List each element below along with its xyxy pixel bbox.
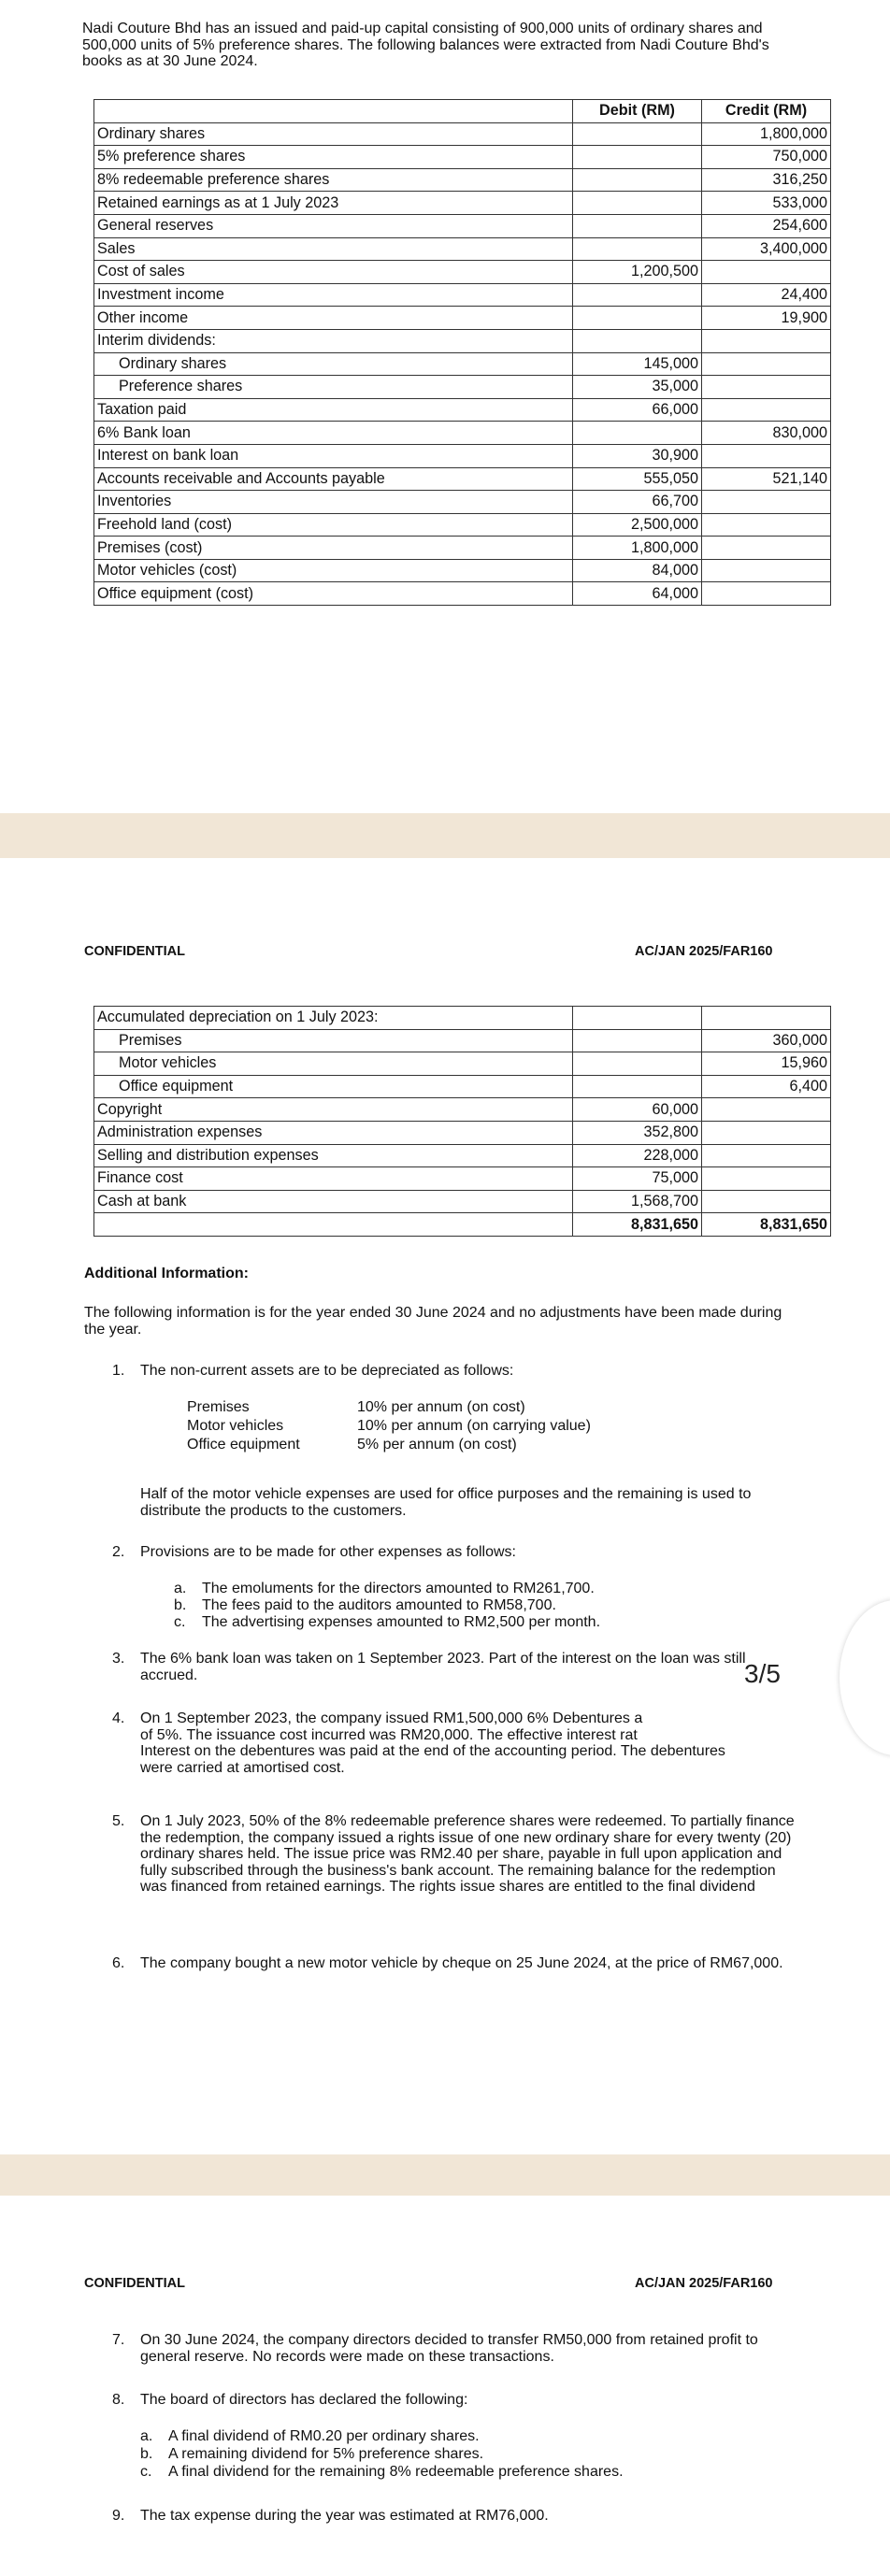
page-separator <box>0 2154 890 2196</box>
column-header: Debit (RM) <box>573 100 702 123</box>
debit-amount <box>573 214 702 237</box>
debit-amount: 66,000 <box>573 398 702 422</box>
additional-info-lead: The following information is for the year ended 30 June 2024 and no adjustments have been made during the year. <box>84 1305 782 1338</box>
item-number: 7. <box>112 2332 125 2348</box>
item-1 <box>112 1363 795 1381</box>
table-row <box>94 513 831 537</box>
depreciation-rates <box>187 1398 591 1454</box>
debit-amount <box>573 307 702 330</box>
account-name: 6% Bank loan <box>94 422 573 445</box>
credit-amount: 15,960 <box>702 1052 831 1076</box>
item-text: The non-current assets are to be depreciated as follows: <box>140 1363 514 1379</box>
item-text: The 6% bank loan was taken on 1 September 2023. Part of the interest on the loan was still accrued. <box>140 1651 746 1683</box>
debit-amount: 2,500,000 <box>573 513 702 537</box>
item-4-body <box>140 1710 795 1776</box>
item-9 <box>112 2508 795 2526</box>
debit-amount: 1,200,500 <box>573 261 702 284</box>
account-name: Interim dividends: <box>94 329 573 352</box>
debit-amount <box>573 146 702 169</box>
debit-amount: 66,700 <box>573 491 702 514</box>
item-2-subitems <box>174 1581 791 1631</box>
item-number: 6. <box>112 1955 125 1971</box>
account-name: Sales <box>94 237 573 261</box>
table-row <box>94 376 831 399</box>
item-text: Provisions are to be made for other expenses as follows: <box>140 1544 516 1560</box>
item-7 <box>112 2332 795 2369</box>
credit-amount <box>702 444 831 467</box>
table-row <box>94 237 831 261</box>
item-number: 4. <box>112 1710 125 1726</box>
sub-item-letter: a. <box>140 2428 153 2444</box>
item-text: The company bought a new motor vehicle by cheque on 25 June 2024, at the price of RM67,000. <box>140 1955 783 1971</box>
debit-amount <box>573 283 702 307</box>
page-3 <box>0 2196 890 2576</box>
credit-amount <box>702 491 831 514</box>
debit-amount <box>573 1052 702 1076</box>
item-2 <box>112 1544 795 1563</box>
credit-amount: 360,000 <box>702 1029 831 1052</box>
sub-item <box>140 2463 795 2481</box>
table-row <box>94 283 831 307</box>
debit-amount: 352,800 <box>573 1121 702 1144</box>
item-8 <box>112 2392 795 2411</box>
trial-balance-table <box>93 99 831 606</box>
table-row <box>94 1029 831 1052</box>
item-4 <box>112 1710 795 1782</box>
table-row <box>94 582 831 606</box>
page-2 <box>0 858 890 2154</box>
table-row <box>94 1190 831 1213</box>
account-name: Investment income <box>94 283 573 307</box>
sub-item-letter: b. <box>174 1597 187 1613</box>
account-name: Accounts receivable and Accounts payable <box>94 467 573 491</box>
asset-name: Motor vehicles <box>187 1418 284 1434</box>
table-row <box>94 1167 831 1191</box>
account-name: Cost of sales <box>94 261 573 284</box>
sub-item-letter: b. <box>140 2446 153 2462</box>
depreciation-rate: 10% per annum (on carrying value) <box>357 1418 591 1434</box>
account-name <box>94 1213 573 1237</box>
credit-amount: 6,400 <box>702 1075 831 1098</box>
debit-amount: 8,831,650 <box>573 1213 702 1237</box>
sub-item <box>174 1581 791 1597</box>
item-number: 9. <box>112 2508 125 2524</box>
item-number: 3. <box>112 1651 125 1667</box>
table-row <box>94 398 831 422</box>
item-4-line: On 1 September 2023, the company issued RM1,500,000 6% Debentures a <box>140 1710 643 1726</box>
depreciation-rate: 10% per annum (on cost) <box>357 1399 525 1415</box>
course-code: AC/JAN 2025/FAR160 <box>635 2276 773 2291</box>
sub-item-letter: c. <box>140 2464 152 2480</box>
credit-amount <box>702 513 831 537</box>
credit-amount: 24,400 <box>702 283 831 307</box>
column-header: Credit (RM) <box>702 100 831 123</box>
sub-item-text: A final dividend of RM0.20 per ordinary shares. <box>168 2428 480 2444</box>
credit-amount: 521,140 <box>702 467 831 491</box>
account-name: Office equipment (cost) <box>94 582 573 606</box>
debit-amount: 30,900 <box>573 444 702 467</box>
debit-amount <box>573 1007 702 1030</box>
credit-amount <box>702 1121 831 1144</box>
table-row <box>94 1144 831 1167</box>
table-row <box>94 214 831 237</box>
credit-amount <box>702 329 831 352</box>
account-name: 8% redeemable preference shares <box>94 168 573 192</box>
debit-amount: 75,000 <box>573 1167 702 1191</box>
table-row <box>94 146 831 169</box>
account-name: Taxation paid <box>94 398 573 422</box>
sub-item-text: A remaining dividend for 5% preference shares. <box>168 2446 484 2462</box>
table-row <box>94 467 831 491</box>
asset-name: Office equipment <box>187 1437 300 1453</box>
sub-item <box>140 2427 795 2445</box>
table-row <box>94 1075 831 1098</box>
rate-row <box>187 1436 591 1454</box>
item-number: 5. <box>112 1813 125 1829</box>
page-1 <box>0 0 890 813</box>
debit-amount <box>573 237 702 261</box>
item-text: On 30 June 2024, the company directors decided to transfer RM50,000 from retained profit to general reserve. No records were made on these transactions. <box>140 2332 758 2365</box>
account-name: Accumulated depreciation on 1 July 2023: <box>94 1007 573 1030</box>
rate-row <box>187 1398 591 1417</box>
account-name: Freehold land (cost) <box>94 513 573 537</box>
account-name: Motor vehicles <box>94 1052 573 1076</box>
debit-amount <box>573 168 702 192</box>
debit-amount: 1,800,000 <box>573 537 702 560</box>
account-name: Motor vehicles (cost) <box>94 559 573 582</box>
debit-amount: 64,000 <box>573 582 702 606</box>
debit-amount: 84,000 <box>573 559 702 582</box>
credit-amount <box>702 376 831 399</box>
account-name: Retained earnings as at 1 July 2023 <box>94 192 573 215</box>
debit-amount: 555,050 <box>573 467 702 491</box>
account-name: Finance cost <box>94 1167 573 1191</box>
item-number: 8. <box>112 2392 125 2408</box>
debit-amount: 60,000 <box>573 1098 702 1122</box>
item-4-line: were carried at amortised cost. <box>140 1759 345 1776</box>
sub-item-text: The fees paid to the auditors amounted to RM58,700. <box>202 1597 556 1613</box>
credit-amount: 316,250 <box>702 168 831 192</box>
confidential-label: CONFIDENTIAL <box>84 944 185 959</box>
credit-amount <box>702 1007 831 1030</box>
item-text: The board of directors has declared the following: <box>140 2392 468 2408</box>
account-name: Administration expenses <box>94 1121 573 1144</box>
additional-info-heading: Additional Information: <box>84 1266 249 1281</box>
credit-amount <box>702 1167 831 1191</box>
account-name: Interest on bank loan <box>94 444 573 467</box>
credit-amount <box>702 398 831 422</box>
asset-name: Premises <box>187 1399 250 1415</box>
credit-amount <box>702 1098 831 1122</box>
debit-amount: 35,000 <box>573 376 702 399</box>
account-name: Copyright <box>94 1098 573 1122</box>
table-row <box>94 1213 831 1237</box>
account-name: Other income <box>94 307 573 330</box>
account-name: Ordinary shares <box>94 122 573 146</box>
item-6 <box>112 1955 795 1993</box>
sub-item-text: The advertising expenses amounted to RM2,500 per month. <box>202 1614 601 1630</box>
depreciation-rate: 5% per annum (on cost) <box>357 1437 517 1453</box>
debit-amount <box>573 422 702 445</box>
debit-amount: 1,568,700 <box>573 1190 702 1213</box>
credit-amount <box>702 537 831 560</box>
sub-item-text: The emoluments for the directors amounted to RM261,700. <box>202 1581 595 1596</box>
debit-amount <box>573 1029 702 1052</box>
credit-amount: 8,831,650 <box>702 1213 831 1237</box>
sub-item <box>174 1614 791 1631</box>
credit-amount: 533,000 <box>702 192 831 215</box>
credit-amount <box>702 261 831 284</box>
table-row <box>94 261 831 284</box>
debit-amount: 145,000 <box>573 352 702 376</box>
credit-amount: 830,000 <box>702 422 831 445</box>
item-4-line: of 5%. The issuance cost incurred was RM20,000. The effective interest rat <box>140 1726 638 1743</box>
account-name: Premises <box>94 1029 573 1052</box>
intro-paragraph: Nadi Couture Bhd has an issued and paid-up capital consisting of 900,000 units of ordinary shares and 500,000 units of 5% preference shares. The following balances were extracted from Nadi Couture Bhd's books as at 30 June 2024. <box>82 21 769 70</box>
table-row <box>94 352 831 376</box>
credit-amount <box>702 352 831 376</box>
account-name: Selling and distribution expenses <box>94 1144 573 1167</box>
rate-row <box>187 1417 591 1436</box>
credit-amount: 19,900 <box>702 307 831 330</box>
sub-item-text: A final dividend for the remaining 8% redeemable preference shares. <box>168 2464 624 2480</box>
table-row <box>94 192 831 215</box>
credit-amount: 1,800,000 <box>702 122 831 146</box>
item-8-subitems <box>140 2427 795 2481</box>
table-row <box>94 1007 831 1030</box>
credit-amount <box>702 1144 831 1167</box>
account-name: Office equipment <box>94 1075 573 1098</box>
course-code: AC/JAN 2025/FAR160 <box>635 944 773 959</box>
table-row <box>94 559 831 582</box>
account-name: Cash at bank <box>94 1190 573 1213</box>
table-row <box>94 1121 831 1144</box>
item-text: The tax expense during the year was estimated at RM76,000. <box>140 2508 549 2524</box>
debit-amount: 228,000 <box>573 1144 702 1167</box>
table-row <box>94 1052 831 1076</box>
table-row <box>94 122 831 146</box>
item-5 <box>112 1813 795 1935</box>
table-row <box>94 422 831 445</box>
credit-amount: 254,600 <box>702 214 831 237</box>
table-row <box>94 168 831 192</box>
sub-item-letter: c. <box>174 1614 186 1630</box>
debit-amount <box>573 122 702 146</box>
account-name: Premises (cost) <box>94 537 573 560</box>
account-name: Ordinary shares <box>94 352 573 376</box>
account-name: General reserves <box>94 214 573 237</box>
debit-amount <box>573 192 702 215</box>
debit-amount <box>573 329 702 352</box>
debit-amount <box>573 1075 702 1098</box>
item-text: On 1 July 2023, 50% of the 8% redeemable preference shares were redeemed. To partially finance the redemption, the company issued a rights issue of one new ordinary share for every twenty (20) ordinary shares held. The issue price was RM2.40 per share, payable in full upon application and fully subscribed through the business's bank account. The remaining balance for the redemption was financed from retained earnings. The rights issue shares are entitled to the final dividend <box>140 1813 795 1896</box>
sub-item <box>174 1597 791 1614</box>
credit-amount: 750,000 <box>702 146 831 169</box>
page-separator <box>0 813 890 858</box>
account-name: 5% preference shares <box>94 146 573 169</box>
page-indicator: 3/5 <box>744 1659 781 1688</box>
credit-amount <box>702 582 831 606</box>
sub-item-letter: a. <box>174 1581 187 1596</box>
trial-balance-table-continued <box>93 1006 831 1237</box>
sub-item <box>140 2445 795 2463</box>
credit-amount <box>702 559 831 582</box>
account-name: Inventories <box>94 491 573 514</box>
credit-amount <box>702 1190 831 1213</box>
table-row <box>94 329 831 352</box>
table-row <box>94 1098 831 1122</box>
credit-amount: 3,400,000 <box>702 237 831 261</box>
table-row <box>94 444 831 467</box>
item-number: 1. <box>112 1363 125 1379</box>
item-number: 2. <box>112 1544 125 1560</box>
item-1-note: Half of the motor vehicle expenses are used for office purposes and the remaining is used to distribute the products to the customers. <box>140 1486 752 1519</box>
account-name: Preference shares <box>94 376 573 399</box>
table-row <box>94 491 831 514</box>
confidential-label: CONFIDENTIAL <box>84 2276 185 2291</box>
item-3 <box>112 1651 795 1688</box>
item-4-line: Interest on the debentures was paid at the end of the accounting period. The debentures <box>140 1743 725 1760</box>
table-row <box>94 307 831 330</box>
table-row <box>94 537 831 560</box>
header-blank <box>94 100 573 123</box>
table-header-row <box>94 100 831 123</box>
